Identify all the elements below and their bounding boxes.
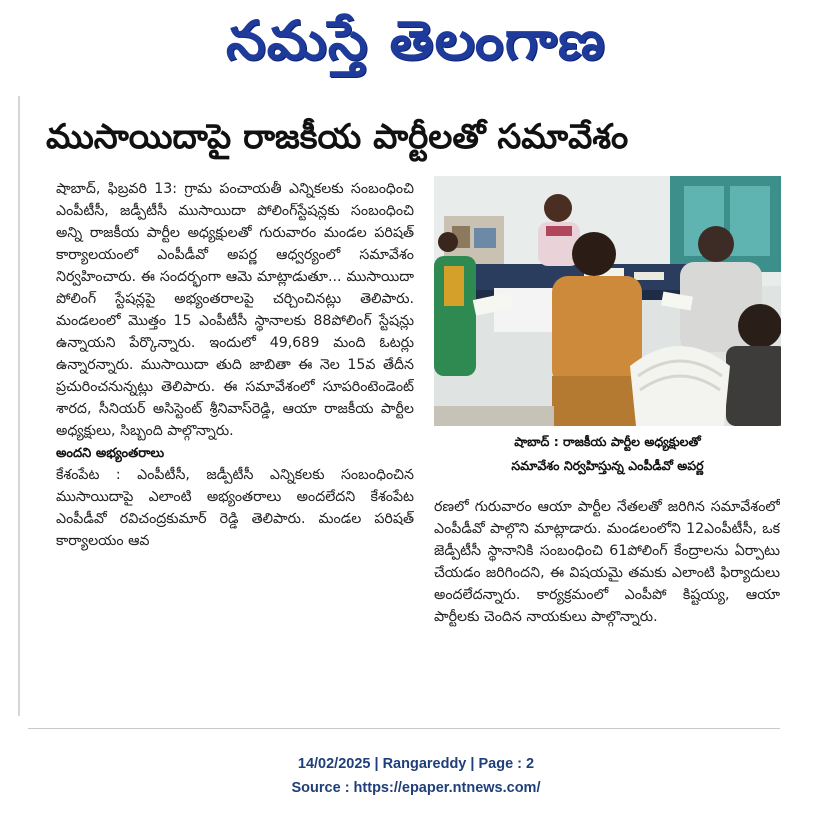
column-rule — [18, 96, 20, 716]
meeting-photo-illustration — [434, 176, 781, 426]
newspaper-logo: నమస్తే తెలంగాణ — [226, 9, 606, 72]
lead-paragraph: షాబాద్, ఫిబ్రవరి 13: గ్రామ పంచాయతీ ఎన్నికలకు సంబంధించి ఎంపీటీసీ, జడ్పీటీసీ ముసాయిదా పోలింగ్‌స్టేషన్లకు సంబంధించి అన్ని రాజకీయ పార్టీల అధ్యక్షులతో గురువారం మండల పరిషత్ కార్యాలయంలో ఎంపీడీవో అపర్ణ ఆధ్వర్యంలో సమావేశం నిర్వహించారు. ఈ సందర్భంగా ఆమె మాట్లాడుతూ... ముసాయిదా పోలింగ్ స్టేషన్లపై అభ్యంతరాలపై చర్చించినట్లు తెలిపారు. మండలంలో మొత్తం 15 ఎంపీటీసీ స్థానాలకు 88పోలింగ్ స్టేషన్లు ఉన్నాయని పేర్కొన్నారు. ఇందులో 49,689 మంది ఓటర్లు ఉన్నారన్నారు. ముసాయిదా తుది జాబితా ఈ నెల 15వ తేదీన ప్రచురించనున్నట్లు తెలిపారు. ఈ సమావేశంలో సూపరింటెండెంట్ శారద, సీనియర్ అసిస్టెంట్ శ్రీనివాస్‌రెడ్డి, ఆయా రాజకీయ పార్టీల అధ్యక్షులు, సిబ్బంది పాల్గొన్నారు. — [56, 181, 414, 439]
photo-caption — [434, 430, 781, 482]
caption-line-1: షాబాద్ : రాజకీయ పార్టీల అధ్యక్షులతో — [514, 434, 701, 449]
footer-divider — [28, 728, 780, 729]
source-link[interactable]: Source : https://epaper.ntnews.com/ — [291, 780, 541, 796]
caption-line-2: సమావేశం నిర్వహిస్తున్న ఎంపీడీవో అపర్ణ — [511, 458, 704, 473]
article-left-column — [56, 178, 414, 718]
article-headline: ముసాయిదాపై రాజకీయ పార్టీలతో సమావేశం — [46, 117, 629, 157]
edition-info: 14/02/2025 | Rangareddy | Page : 2 — [297, 756, 535, 772]
right-paragraph: రణలో గురువారం ఆయా పార్టీల నేతలతో జరిగిన సమావేశంలో ఎంపీడీవో పాల్గొని మాట్లాడారు. మండలంలోని 12ఎంపీటీసీ, ఒక జెడ్పీటీసీ స్థానానికి సంబంధించి 61పోలింగ్ కేంద్రాలను ఏర్పాటు చేయడం జరిగిందని, ఈ విషయమై తమకు ఎలాంటి ఫిర్యాదులు అందలేదన్నారు. కార్యక్రమంలో ఎంపీపో కిష్టయ్య, ఆయా పార్టీలకు చెందిన నాయకులు పాల్గొన్నారు. — [434, 499, 780, 625]
second-paragraph: కేశంపేట : ఎంపీటీసీ, జడ్పీటీసీ ఎన్నికలకు సంబంధించిన ముసాయిదాపై ఎలాంటి అభ్యంతరాలు అందలేదని కేశంపేట ఎంపీడీవో రవిచంద్రకుమార్‌ రెడ్డి తెలిపారు. మండల పరిషత్ కార్యాలయం ఆవ — [56, 467, 414, 549]
page-footer — [0, 752, 832, 800]
article-right-column — [434, 496, 780, 722]
news-photo — [434, 176, 781, 426]
subheading: అందని అభ్యంతరాలు — [56, 446, 165, 461]
masthead — [0, 2, 832, 82]
